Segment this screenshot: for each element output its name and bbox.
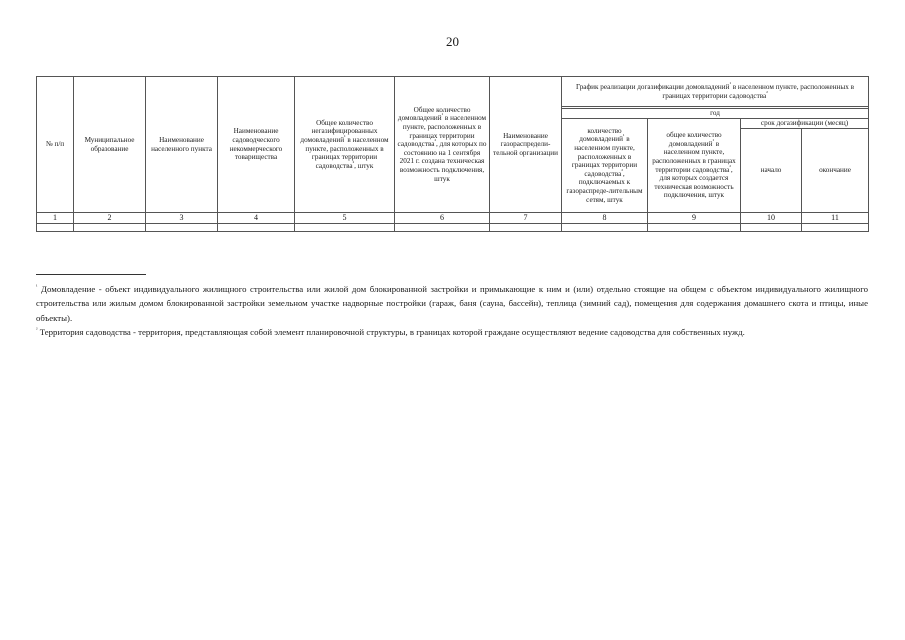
footnotes [36, 282, 868, 340]
header-schedule-group: График реализации догазификации домовладений$^{^1}$ в населенном пункте, расположенных в границах территории садоводства$^{^2}$ [562, 77, 869, 107]
header-partnership: Наименование садоводческого некоммерческого товарищества [218, 77, 295, 213]
header-year: год [562, 109, 869, 119]
empty-cell [648, 224, 741, 232]
footnote-divider [36, 274, 146, 275]
column-number: 7 [490, 213, 562, 224]
empty-cell [74, 224, 146, 232]
empty-cell [562, 224, 648, 232]
header-non-gasified-count: Общее количество негазифицированных домовладений$^{^1}$ в населенном пункте, расположенных в границах территории садоводства$^{^2}$, штук [295, 77, 395, 213]
column-number: 10 [741, 213, 802, 224]
empty-cell [741, 224, 802, 232]
header-technical-possibility-count: Общее количество домовладений$^{^1}$ в населенном пункте, расположенных в границах территории садоводства$^{^2}$, для которых по состоянию на 1 сентября 2021 г. создана техническая возможность подключения, штук [395, 77, 490, 213]
empty-cell [295, 224, 395, 232]
empty-cell [802, 224, 869, 232]
header-end: окончание [802, 129, 869, 213]
header-settlement: Наименование населенного пункта [146, 77, 218, 213]
empty-cell [37, 224, 74, 232]
header-term: срок догазификации (месяц) [741, 119, 869, 129]
gasification-schedule-table [36, 76, 869, 232]
column-number: 5 [295, 213, 395, 224]
column-number: 8 [562, 213, 648, 224]
header-municipality: Муниципальное образование [74, 77, 146, 213]
column-number: 3 [146, 213, 218, 224]
empty-cell [146, 224, 218, 232]
column-number: 11 [802, 213, 869, 224]
column-number: 9 [648, 213, 741, 224]
column-numbers-row [37, 213, 869, 224]
footnote-2: $^{^2}$ Территория садоводства - территория, представляющая собой элемент планировочной структуры, в границах которой граждане осуществляют ведение садоводства для собственных нужд. [36, 327, 745, 338]
header-gas-organization: Наименование газораспредели-тельной организации [490, 77, 562, 213]
column-number: 4 [218, 213, 295, 224]
header-connected-count: количество домовладений$^{^1}$ в населенном пункте, расположенных в границах территории садоводства$^{^2}$, подключаемых к газораспреде-лительным сетям, штук [562, 119, 648, 213]
column-number: 2 [74, 213, 146, 224]
empty-cell [218, 224, 295, 232]
empty-cell [490, 224, 562, 232]
header-possibility-created-count: общее количество домовладений$^{^1}$ в населенном пункте, расположенных в границах территории садоводства$^{^2}$, для которых создается техническая возможность подключения, штук [648, 119, 741, 213]
header-row-number: № п/п [37, 77, 74, 213]
header-start: начало [741, 129, 802, 213]
page-number: 20 [446, 34, 459, 49]
empty-cell [395, 224, 490, 232]
table-row [37, 224, 869, 232]
column-number: 1 [37, 213, 74, 224]
footnote-1: $^{^1}$ Домовладение - объект индивидуального жилищного строительства или жилой дом блокированной застройки и примыкающие к ним и (или) отдельно стоящие на общем с объектом индивидуального жилищного строительства или жилым домом блокированной застройки земельном участке надворные постройки (гараж, баня (сауна, бассейн), теплица (зимний сад), помещения для содержания домашнего скота и птицы, иные объекты). [36, 284, 868, 323]
column-number: 6 [395, 213, 490, 224]
